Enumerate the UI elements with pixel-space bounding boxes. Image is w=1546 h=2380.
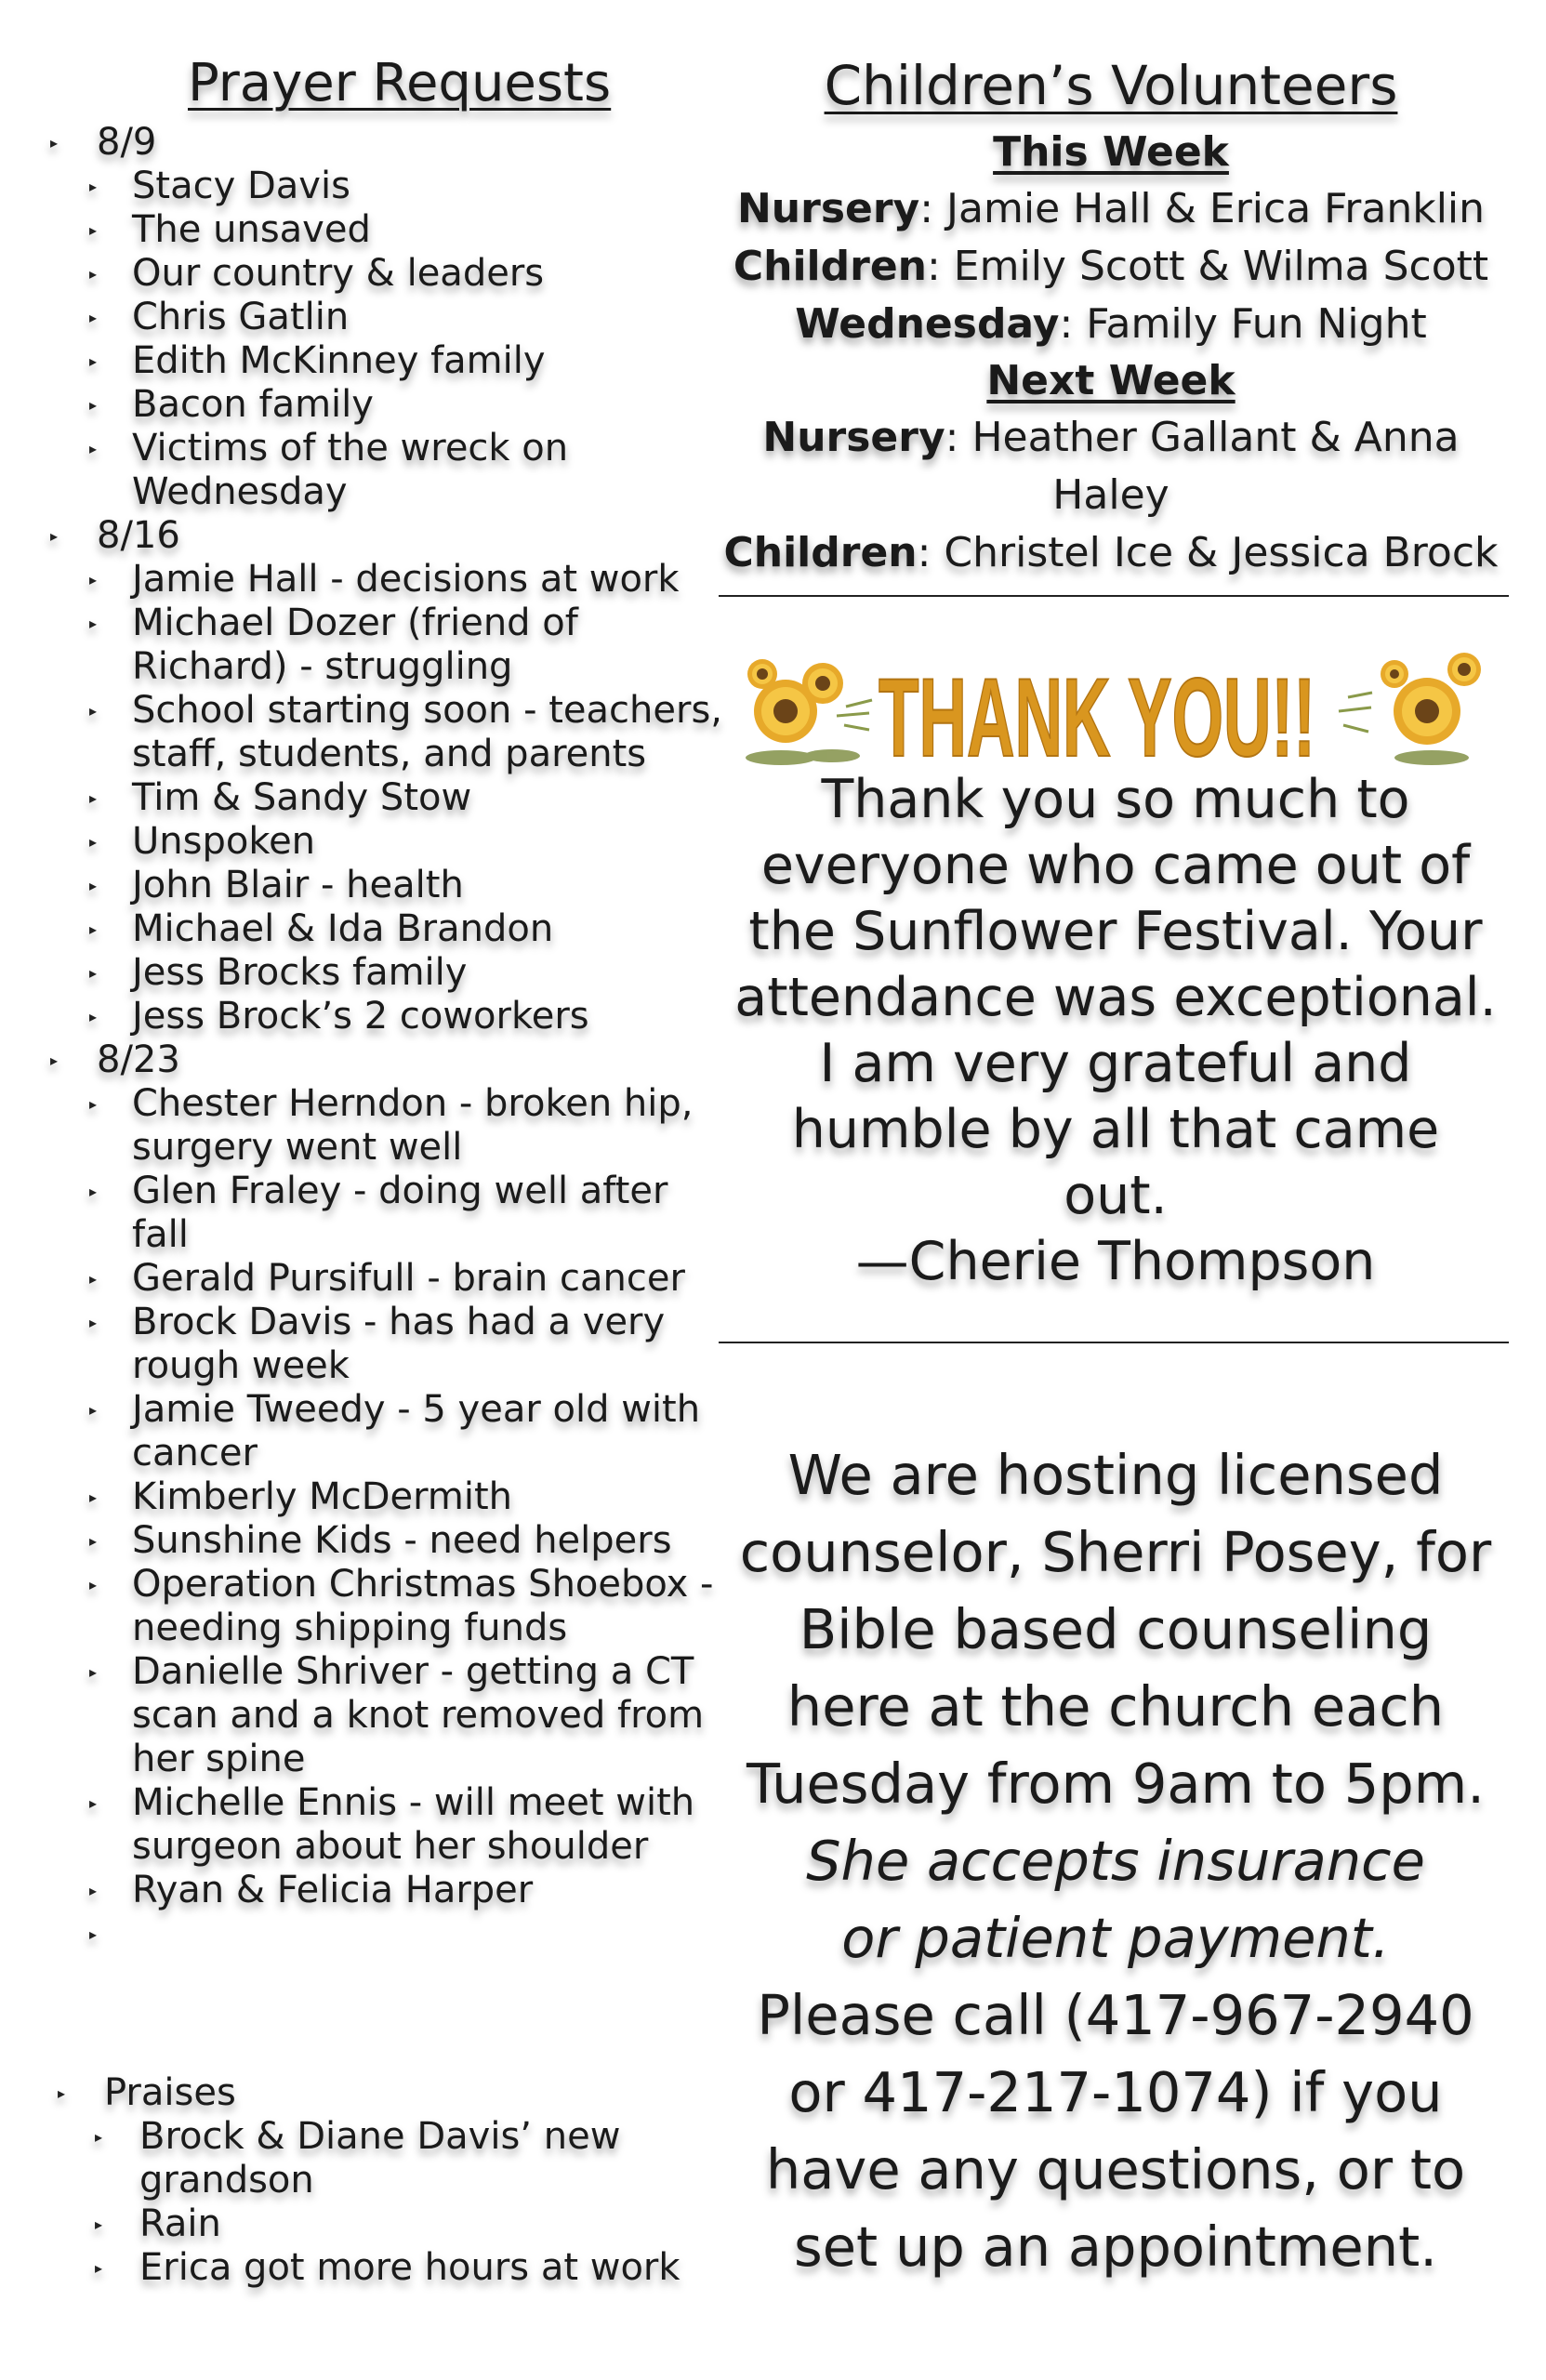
- triangle-bullet-icon: ▸: [89, 1794, 98, 1812]
- prayer-item: [37, 1912, 711, 1956]
- this-week-heading: This Week: [993, 128, 1229, 176]
- triangle-bullet-icon: ▸: [89, 789, 98, 807]
- section-divider: [719, 1342, 1509, 1343]
- next-week-nursery: Nursery: Heather Gallant & Anna Haley: [762, 414, 1460, 519]
- prayer-item: ▸ Kimberly McDermith: [89, 1475, 513, 1518]
- triangle-bullet-icon: ▸: [89, 571, 98, 588]
- triangle-bullet-icon: ▸: [89, 1576, 98, 1593]
- prayer-date: 8/23: [97, 1038, 180, 1081]
- volunteers-title: Children’s Volunteers: [824, 54, 1398, 117]
- triangle-bullet-icon: ▸: [89, 964, 98, 982]
- section-divider: [719, 595, 1509, 597]
- triangle-bullet-icon: ▸: [89, 1532, 98, 1550]
- triangle-bullet-icon: ▸: [95, 2259, 103, 2277]
- prayer-item: ▸ School starting soon - teachers, staff, students, and parents: [89, 689, 722, 775]
- prayer-item: ▸ John Blair - health: [89, 864, 464, 906]
- triangle-bullet-icon: ▸: [89, 833, 98, 851]
- prayer-requests-section: [37, 46, 722, 1956]
- triangle-bullet-icon: ▸: [89, 1488, 98, 1506]
- triangle-bullet-icon: ▸: [50, 527, 59, 545]
- prayer-item: ▸ Michael Dozer (friend of Richard) - struggling: [89, 602, 578, 688]
- triangle-bullet-icon: ▸: [89, 1882, 98, 1899]
- prayer-item: ▸ Jamie Tweedy - 5 year old with cancer: [89, 1388, 701, 1474]
- praise-item: ▸ Rain: [95, 2202, 221, 2245]
- prayer-item: ▸ Jess Brock’s 2 coworkers: [89, 995, 589, 1038]
- thank-you-signature: —Cherie Thompson: [855, 1231, 1376, 1292]
- childrens-volunteers-section: [716, 46, 1506, 582]
- triangle-bullet-icon: ▸: [89, 352, 98, 370]
- prayer-item: ▸ Glen Fraley - doing well after fall: [89, 1170, 668, 1256]
- prayer-item: ▸ Stacy Davis: [89, 165, 350, 207]
- prayer-item: ▸ Victims of the wreck on Wednesday: [89, 427, 569, 513]
- triangle-bullet-icon: ▸: [89, 1663, 98, 1681]
- prayer-date-group: [37, 514, 711, 558]
- triangle-bullet-icon: ▸: [89, 440, 98, 457]
- triangle-bullet-icon: ▸: [89, 702, 98, 720]
- triangle-bullet-icon: ▸: [89, 1401, 98, 1419]
- triangle-bullet-icon: ▸: [58, 2084, 66, 2102]
- thank-you-banner-text: THANK YOU!!: [879, 655, 1315, 780]
- prayer-date-list: [37, 121, 722, 1956]
- prayer-item: ▸ Danielle Shriver - getting a CT scan and a knot removed from her spine: [89, 1650, 705, 1780]
- counseling-contact: Please call (417-967-2940 or 417-217-1074) if you have any questions, or to set up an appointment.: [757, 1983, 1474, 2279]
- prayer-item: ▸ Jess Brocks family: [89, 951, 468, 994]
- triangle-bullet-icon: ▸: [89, 615, 98, 632]
- triangle-bullet-icon: ▸: [50, 134, 59, 152]
- triangle-bullet-icon: ▸: [95, 2215, 103, 2233]
- thank-you-message: Thank you so much to everyone who came out of the Sunflower Festival. Your attendance was exceptional. I am very grateful and humble by all that came out.: [734, 769, 1497, 1226]
- prayer-item: ▸ Ryan & Felicia Harper: [89, 1869, 534, 1911]
- triangle-bullet-icon: ▸: [89, 1095, 98, 1113]
- triangle-bullet-icon: ▸: [89, 1008, 98, 1025]
- prayer-item: ▸ Our country & leaders: [89, 252, 545, 295]
- praises-label: Praises: [104, 2071, 236, 2114]
- triangle-bullet-icon: ▸: [50, 1051, 59, 1069]
- triangle-bullet-icon: ▸: [89, 877, 98, 894]
- next-week-heading: Next Week: [986, 357, 1235, 404]
- prayer-date-group: [37, 1038, 711, 1082]
- triangle-bullet-icon: ▸: [89, 178, 98, 195]
- prayer-item: ▸ Tim & Sandy Stow: [89, 776, 472, 819]
- prayer-requests-title: Prayer Requests: [188, 53, 612, 113]
- prayer-item: ▸ Chester Herndon - broken hip, surgery went well: [89, 1082, 694, 1169]
- prayer-date: 8/9: [97, 121, 157, 164]
- praises-label-item: [37, 2071, 711, 2115]
- triangle-bullet-icon: ▸: [89, 920, 98, 938]
- sunflower-right-icon: [1339, 653, 1481, 765]
- prayer-item: ▸ Edith McKinney family: [89, 339, 546, 382]
- thank-you-banner: [744, 646, 1483, 780]
- prayer-item: ▸ Sunshine Kids - need helpers: [89, 1519, 672, 1562]
- this-week-wednesday: Wednesday: Family Fun Night: [795, 300, 1427, 348]
- counseling-announcement: We are hosting licensed counselor, Sherri Posey, for Bible based counseling here at the church each Tuesday from 9am to 5pm.: [739, 1443, 1492, 1816]
- thank-you-message-block: [734, 767, 1497, 1295]
- prayer-item: ▸ Jamie Hall - decisions at work: [89, 558, 680, 601]
- triangle-bullet-icon: ▸: [89, 309, 98, 326]
- prayer-item: ▸ Michelle Ennis - will meet with surgeon about her shoulder: [89, 1781, 695, 1868]
- prayer-item: ▸ Brock Davis - has had a very rough week: [89, 1301, 666, 1387]
- triangle-bullet-icon: ▸: [95, 2128, 103, 2146]
- this-week-nursery: Nursery: Jamie Hall & Erica Franklin: [736, 185, 1486, 232]
- prayer-item: ▸ Michael & Ida Brandon: [89, 907, 554, 950]
- prayer-item: ▸ Chris Gatlin: [89, 296, 350, 338]
- triangle-bullet-icon: ▸: [89, 1270, 98, 1288]
- triangle-bullet-icon: ▸: [89, 1183, 98, 1200]
- prayer-item: ▸ The unsaved: [89, 208, 371, 251]
- triangle-bullet-icon: ▸: [89, 265, 98, 283]
- this-week-children: Children: Emily Scott & Wilma Scott: [733, 243, 1489, 290]
- praise-item: ▸ Erica got more hours at work: [95, 2246, 681, 2289]
- triangle-bullet-icon: ▸: [89, 1925, 98, 1943]
- praises-list: [37, 2071, 711, 2290]
- counseling-section: [734, 1436, 1497, 2285]
- triangle-bullet-icon: ▸: [89, 1314, 98, 1331]
- prayer-item: ▸ Unspoken: [89, 820, 316, 863]
- prayer-date-group: [37, 121, 711, 165]
- triangle-bullet-icon: ▸: [89, 396, 98, 414]
- prayer-item: ▸ Bacon family: [89, 383, 374, 426]
- counseling-payment-note: She accepts insurance or patient payment.: [806, 1829, 1425, 1970]
- praise-item: ▸ Brock & Diane Davis’ new grandson: [95, 2115, 621, 2202]
- triangle-bullet-icon: ▸: [89, 221, 98, 239]
- prayer-date: 8/16: [97, 514, 180, 557]
- prayer-item: ▸ Operation Christmas Shoebox - needing shipping funds: [89, 1563, 714, 1649]
- praises-section: [37, 2071, 711, 2290]
- sunflower-left-icon: [746, 659, 872, 765]
- next-week-children: Children: Christel Ice & Jessica Brock: [723, 529, 1499, 576]
- prayer-item: ▸ Gerald Pursifull - brain cancer: [89, 1257, 685, 1300]
